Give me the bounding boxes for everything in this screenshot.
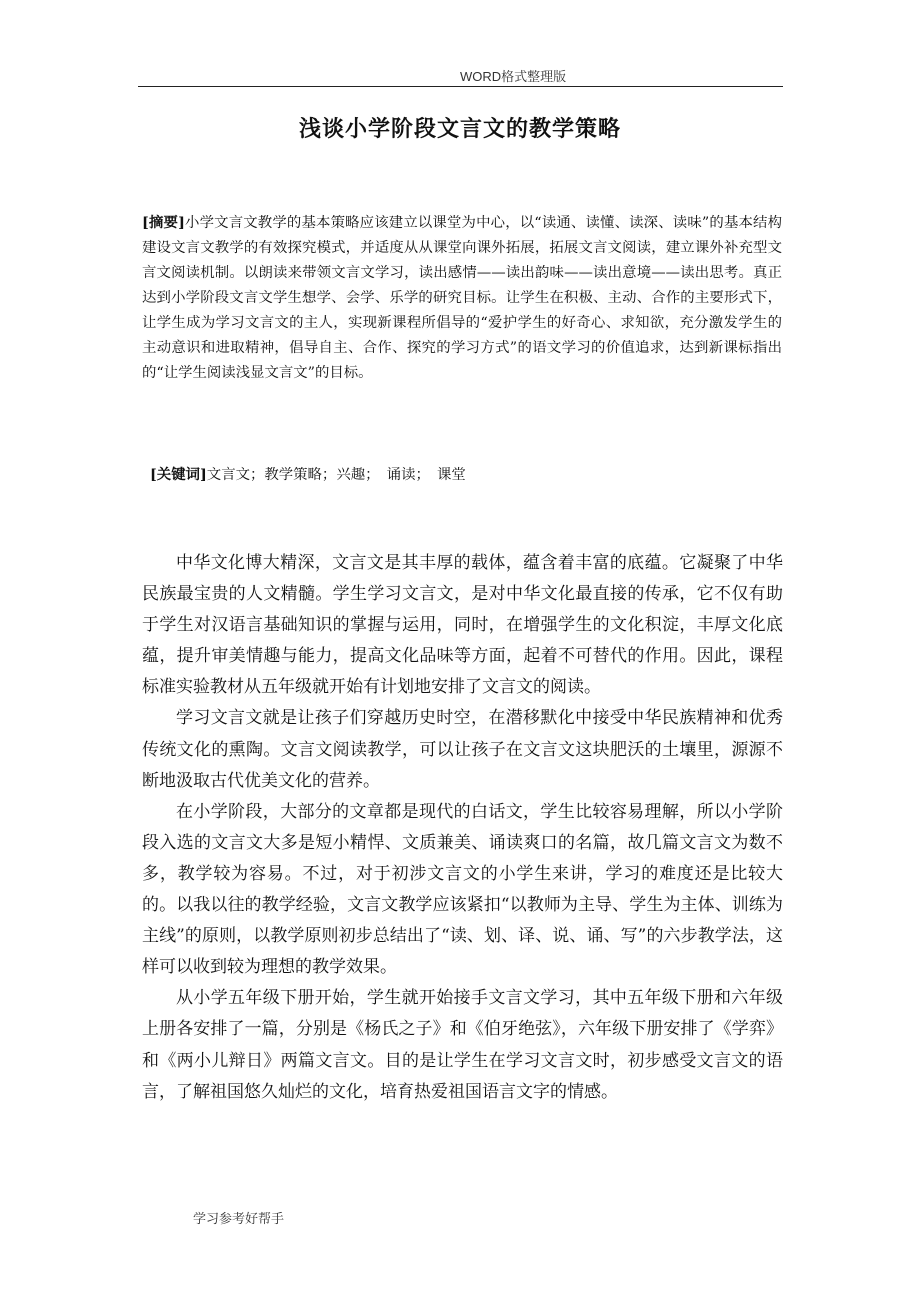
- document-title: 浅谈小学阶段文言文的教学策略: [298, 116, 621, 142]
- header-divider: [138, 86, 783, 87]
- body-text: [142, 548, 783, 1108]
- body-paragraph: 中华文化博大精深，文言文是其丰厚的载体，蕴含着丰富的底蕴。它凝聚了中华民族最宝贵的人文精髓。学生学习文言文，是对中华文化最直接的传承，它不仅有助于学生对汉语言基础知识的掌握与运用，同时，在增强学生的文化积淀，丰厚文化底蕴，提升审美情趣与能力，提高文化品味等方面，起着不可替代的作用。因此，课程标准实验教材从五年级就开始有计划地安排了文言文的阅读。: [142, 553, 783, 698]
- body-paragraph: 学习文言文就是让孩子们穿越历史时空，在潜移默化中接受中华民族精神和优秀传统文化的熏陶。文言文阅读教学，可以让孩子在文言文这块肥沃的土壤里，源源不断地汲取古代优美文化的营养。: [142, 708, 783, 791]
- abstract-label: [摘要]: [142, 214, 185, 231]
- body-paragraph: 从小学五年级下册开始，学生就开始接手文言文学习，其中五年级下册和六年级上册各安排了一篇，分别是《杨氏之子》和《伯牙绝弦》，六年级下册安排了《学弈》和《两小儿辩日》两篇文言文。目的是让学生在学习文言文时，初步感受文言文的语言，了解祖国悠久灿烂的文化，培育热爱祖国语言文字的情感。: [142, 988, 783, 1102]
- abstract-text: 小学文言文教学的基本策略应该建立以课堂为中心，以“读通、读懂、读深、读味”的基本结构建设文言文教学的有效探究模式，并适度从从课堂向课外拓展，拓展文言文阅读，建立课外补充型文言文阅读机制。以朗读来带领文言文学习，读出感情——读出韵味——读出意境——读出思考。真正达到小学阶段文言文学生想学、会学、乐学的研究目标。让学生在积极、主动、合作的主要形式下，让学生成为学习文言文的主人，实现新课程所倡导的“爱护学生的好奇心、求知欲，充分激发学生的主动意识和进取精神，倡导自主、合作、探究的学习方式”的语文学习的价值追求，达到新课标指出的“让学生阅读浅显文言文”的目标。: [142, 215, 782, 381]
- keywords-text: 文言文；教学策略；兴趣； 诵读； 课堂: [206, 467, 466, 483]
- body-paragraph: 在小学阶段，大部分的文章都是现代的白话文，学生比较容易理解，所以小学阶段入选的文言文大多是短小精悍、文质兼美、诵读爽口的名篇，故几篇文言文为数不多，教学较为容易。不过，对于初涉文言文的小学生来讲，学习的难度还是比较大的。以我以往的教学经验，文言文教学应该紧扣“以教师为主导、学生为主体、训练为主线”的原则，以教学原则初步总结出了“读、划、译、说、诵、写”的六步教学法，这样可以收到较为理想的教学效果。: [142, 801, 783, 978]
- keywords-block: [150, 462, 780, 488]
- keywords-label: [关键词]: [150, 466, 207, 483]
- page-header: WORD格式整理版: [460, 69, 567, 84]
- page-footer: 学习参考好帮手: [193, 1212, 285, 1227]
- abstract-block: [142, 210, 782, 386]
